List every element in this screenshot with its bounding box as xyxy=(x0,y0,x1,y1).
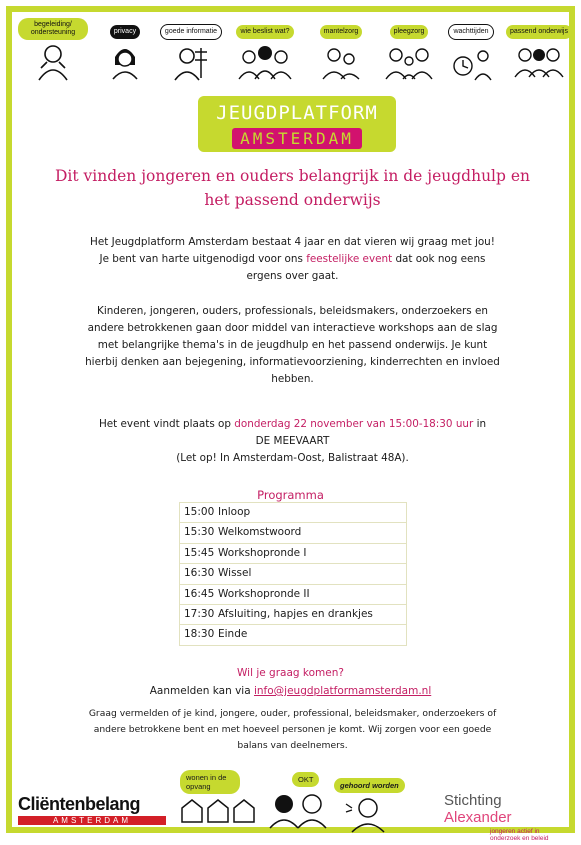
row-time: 15:45 xyxy=(184,546,215,559)
event-trail: in xyxy=(473,418,487,430)
event-venue: DE MEEVAART xyxy=(255,435,330,447)
row-time: 15:00 xyxy=(184,506,215,518)
topic-label: passend onderwijs xyxy=(506,25,572,39)
intro-text: Je bent van harte uitgenodigd voor ons xyxy=(99,253,307,265)
family-icon xyxy=(386,41,432,81)
workshops-line-1: Kinderen, jongeren, ouders, professionals, beleidsmakers, onderzoekers en xyxy=(97,305,488,317)
topic-label: mantelzorg xyxy=(320,25,363,39)
table-row xyxy=(180,585,406,605)
workshops-paragraph xyxy=(34,303,551,388)
headline-line-2: het passend onderwijs xyxy=(204,191,381,209)
row-time: 18:30 xyxy=(184,628,215,641)
table-row xyxy=(180,625,406,644)
workshops-line-2: andere betrokkenen gaan door middel van interactieve workshops aan de slag xyxy=(87,322,498,334)
row-label: Workshopronde II xyxy=(218,587,310,600)
houses-icon xyxy=(178,796,262,824)
alexander-brand: Alexander xyxy=(444,809,512,826)
topic-pleegzorg xyxy=(374,18,444,90)
row-time: 16:30 xyxy=(184,567,215,580)
topic-passend-onderwijs xyxy=(504,18,574,90)
alexander-name xyxy=(444,792,570,826)
intro-line-3: ergens over gaat. xyxy=(246,270,339,282)
topic-label: wie beslist wat? xyxy=(236,25,293,39)
intro-line-2 xyxy=(34,251,551,268)
topic-label: begeleiding/ ondersteuning xyxy=(18,18,88,40)
row-time: 15:30 xyxy=(184,526,215,539)
topic-label: pleegzorg xyxy=(390,25,429,39)
note-line-2: andere betrokkene bent en met hoeveel personen je komt. Wij zorgen voor een goede xyxy=(93,724,492,735)
bubble-gehoord: gehoord worden xyxy=(334,778,405,793)
workshops-line-4: hierbij denken aan bejegening, informatievoorziening, kinderrechten en invloed xyxy=(85,356,500,368)
topic-icons-row xyxy=(12,18,569,94)
people-icon xyxy=(321,41,361,81)
row-label: Welkomstwoord xyxy=(218,526,302,539)
email-link[interactable]: info@jeugdplatformamsterdam.nl xyxy=(253,685,432,697)
row-time: 16:45 xyxy=(184,587,215,600)
topic-begeleiding xyxy=(18,18,88,90)
alexander-stichting: Stichting xyxy=(444,792,502,809)
event-date: donderdag 22 november van 15:00-18:30 uur xyxy=(234,418,474,430)
person-icon xyxy=(107,41,143,81)
bubble-opvang: wonen in de opvang xyxy=(180,770,240,794)
join-question: Wil je graag komen? xyxy=(237,667,344,679)
row-label: Afsluiting, hapjes en drankjes xyxy=(218,607,373,620)
table-row xyxy=(180,523,406,543)
jeugdplatform-logo xyxy=(198,96,396,152)
row-label: Inloop xyxy=(218,506,251,518)
row-label: Workshopronde I xyxy=(218,546,307,559)
note-line-1: Graag vermelden of je kind, jongere, ouder, professional, beleidsmaker, onderzoekers of xyxy=(88,708,497,719)
event-lead: Het event vindt plaats op xyxy=(98,418,235,430)
bubble-okt: OKT xyxy=(292,772,319,787)
clientenbelang-sub: AMSTERDAM xyxy=(18,816,166,825)
person-icon xyxy=(342,796,392,832)
row-label: Wissel xyxy=(218,567,252,580)
registration-note xyxy=(36,706,549,754)
note-line-3: balans van deelnemers. xyxy=(237,740,348,751)
event-address: (Let op! In Amsterdam-Oost, Balistraat 48A). xyxy=(176,452,409,464)
stichting-alexander-logo xyxy=(444,792,570,842)
event-highlight: feestelijke event xyxy=(306,253,393,265)
people-group-icon xyxy=(268,788,332,828)
table-row xyxy=(180,544,406,564)
intro-paragraph xyxy=(34,234,551,285)
topic-wachttijden xyxy=(436,18,506,90)
event-date-line xyxy=(34,416,551,433)
person-icon xyxy=(171,42,211,82)
alexander-tag-2: onderzoek en beleid xyxy=(490,835,549,842)
headline xyxy=(32,164,553,212)
alexander-tag-1: jongeren actief in xyxy=(490,828,540,835)
flyer xyxy=(6,6,575,842)
topic-label: privacy xyxy=(110,25,140,39)
topic-goede-informatie xyxy=(156,18,226,90)
clientenbelang-name: Cliëntenbelang xyxy=(18,794,141,814)
topic-mantelzorg xyxy=(306,18,376,90)
workshops-line-5: hebben. xyxy=(271,373,314,385)
programma-title: Programma xyxy=(257,488,324,502)
person-icon xyxy=(35,42,71,82)
clientenbelang-logo xyxy=(18,794,166,825)
join-line xyxy=(12,685,569,697)
people-group-icon xyxy=(513,41,565,79)
headline-line-1: Dit vinden jongeren en ouders belangrijk in de jeugdhulp en xyxy=(54,167,531,185)
topic-wie-beslist xyxy=(230,18,300,90)
row-time: 17:30 xyxy=(184,607,215,620)
workshops-line-3: met belangrijke thema's in de jeugdhulp en het passend onderwijs. Je kunt xyxy=(97,339,488,351)
table-row xyxy=(180,503,406,523)
event-details xyxy=(34,416,551,467)
topic-label: goede informatie xyxy=(160,24,222,40)
programma-table xyxy=(179,502,407,646)
clock-icon xyxy=(449,42,493,82)
people-group-icon xyxy=(237,41,293,81)
join-lead: Aanmelden kan via xyxy=(149,685,254,697)
alexander-tagline xyxy=(490,828,570,842)
topic-label: wachttijden xyxy=(448,24,493,40)
intro-text: dat ook nog eens xyxy=(392,253,486,265)
logo-line-1: JEUGDPLATFORM xyxy=(216,102,378,124)
topic-privacy xyxy=(90,18,160,90)
logo-line-2: AMSTERDAM xyxy=(232,128,362,149)
intro-line-1: Het Jeugdplatform Amsterdam bestaat 4 jaar en dat vieren wij graag met jou! xyxy=(90,236,495,248)
table-row xyxy=(180,564,406,584)
table-row xyxy=(180,605,406,625)
row-label: Einde xyxy=(218,628,248,641)
